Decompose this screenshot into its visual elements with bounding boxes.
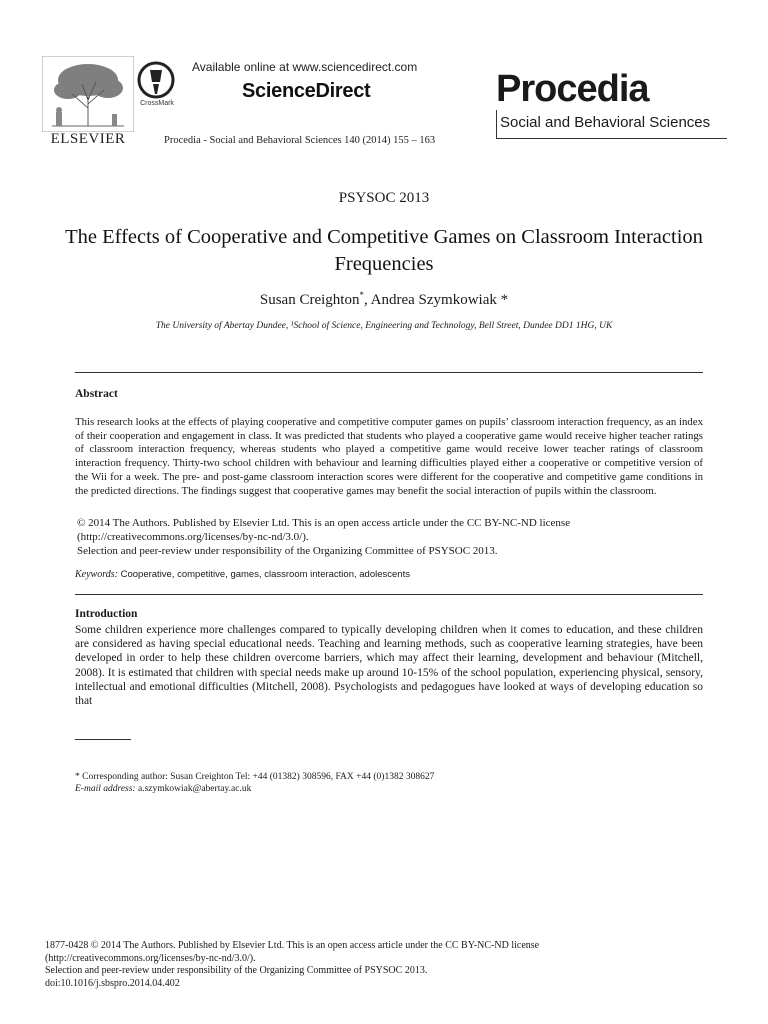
page-footer — [45, 940, 705, 990]
keywords-label: Keywords: — [75, 569, 118, 580]
license-line: Selection and peer-review under responsibility of the Organizing Committee of PSYSOC 2013. — [77, 545, 498, 557]
keywords-text: Cooperative, competitive, games, classroom interaction, adolescents — [117, 569, 410, 580]
introduction-heading: Introduction — [75, 608, 138, 620]
license-line: © 2014 The Authors. Published by Elsevier Ltd. This is an open access article under the CC BY-NC-ND license — [77, 517, 571, 529]
available-online-text: Available online at www.sciencedirect.com — [192, 60, 418, 74]
license-link[interactable]: (http://creativecommons.org/licenses/by-nc-nd/3.0/). — [77, 531, 309, 543]
footer-line: Selection and peer-review under responsibility of the Organizing Committee of PSYSOC 2013. — [45, 965, 428, 976]
footer-link[interactable]: (http://creativecommons.org/licenses/by-nc-nd/3.0/). — [45, 952, 256, 964]
procedia-subtitle: Social and Behavioral Sciences — [500, 114, 711, 131]
abstract-heading: Abstract — [75, 388, 118, 400]
email-label: E-mail address: — [75, 784, 136, 794]
author-separator: , — [363, 292, 371, 308]
abstract-license — [77, 516, 705, 558]
introduction-text: Some children experience more challenges compared to typically developing children when it comes to education, and these children are considered as having special educational needs. Teaching and learning methods, such as cooperative learning strategies, have been developed in order to help these children overcome barriers, which may affect their learning, development and behaviour (Mitchell, 2008). It is estimated that children with special needs make up around 10-15% of the school population, experiencing physical, sensory, intellectual and emotional difficulties (Mitchell, 2008). Psychologists and pedagogues have looked at ways of developing education so that — [75, 624, 703, 708]
author-list — [0, 290, 768, 309]
affiliation: The University of Abertay Dundee, ¹School of Science, Engineering and Technology, Bell Street, Dundee DD1 1HG, UK — [155, 321, 613, 331]
email-line — [75, 783, 703, 795]
journal-citation: Procedia - Social and Behavioral Sciences 140 (2014) 155 – 163 — [164, 135, 436, 146]
divider — [75, 594, 703, 595]
footer-line: 1877-0428 © 2014 The Authors. Published by Elsevier Ltd. This is an open access article under the CC BY-NC-ND license — [45, 940, 540, 951]
email-address[interactable]: a.szymkowiak@abertay.ac.uk — [135, 784, 252, 794]
procedia-title: Procedia — [496, 68, 649, 110]
keywords — [75, 569, 410, 580]
crossmark-icon[interactable] — [136, 60, 176, 100]
elsevier-wordmark: ELSEVIER — [50, 131, 126, 147]
author-mark: * — [359, 290, 364, 300]
footnote-rule — [75, 739, 131, 740]
article-title: The Effects of Cooperative and Competitive Games on Classroom Interaction Frequencies — [65, 226, 703, 275]
doi[interactable]: doi:10.1016/j.sbspro.2014.04.402 — [45, 977, 180, 989]
abstract-text: This research looks at the effects of playing cooperative and competitive computer games on pupils’ classroom interaction frequency, as an index of their cooperation and engagement in class. It was predicted that students who played a cooperative game would receive higher teacher ratings of classroom interaction frequency, whereas students who played a competitive game would receive lower teacher ratings of classroom interaction frequency. Thirty-two school children with behaviour and learning difficulties played either a cooperative or competitive version of the Wii for a week. The pre- and post-game classroom interaction scores were different for the cooperative and competitive game conditions in the predicted directions. The findings suggest that cooperative games may benefit the social interaction of pupils within the classroom. — [75, 416, 703, 497]
conference-name: PSYSOC 2013 — [338, 190, 430, 206]
sciencedirect-logo[interactable]: ScienceDirect — [242, 80, 371, 102]
divider — [75, 372, 703, 373]
author-name: Andrea Szymkowiak * — [370, 292, 509, 308]
author-name: Susan Creighton — [259, 292, 360, 308]
crossmark-label: CrossMark — [140, 100, 174, 107]
footnote — [75, 771, 703, 795]
corresponding-author: * Corresponding author: Susan Creighton Tel: +44 (01382) 308596, FAX +44 (0)1382 308627 — [75, 772, 435, 782]
